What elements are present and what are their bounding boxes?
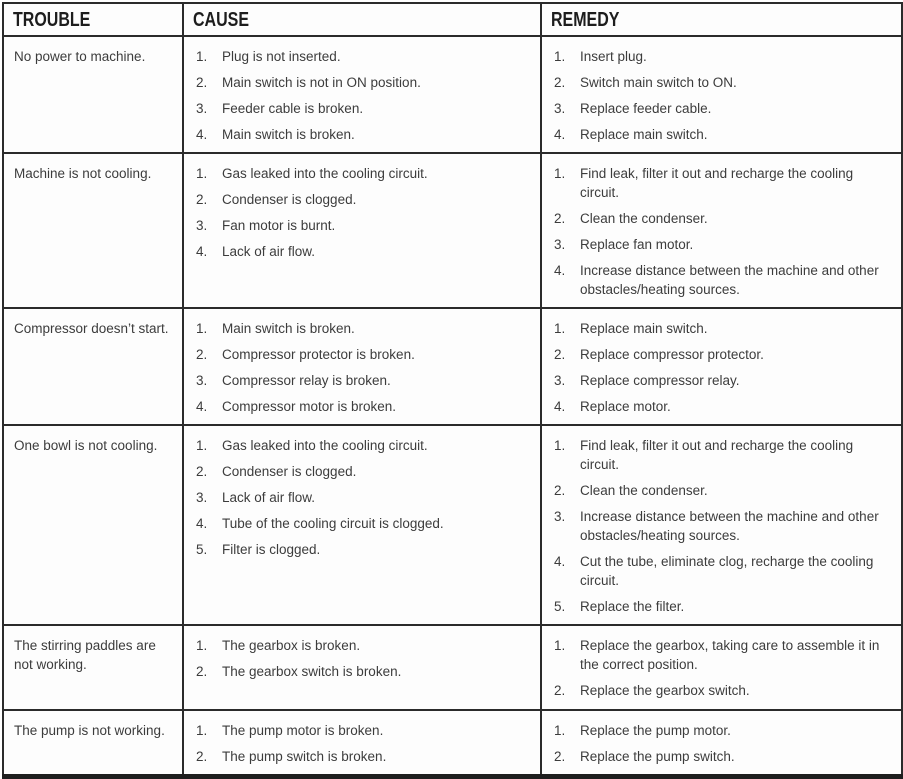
cause-item [196,319,532,338]
item-number: 4. [554,263,566,278]
item-number: 2. [196,347,208,362]
item-text: The gearbox is broken. [222,638,361,653]
item-text: Switch main switch to ON. [580,75,737,90]
item-number: 3. [196,218,208,233]
item-text: Replace the gearbox switch. [580,683,750,698]
item-number: 1. [196,49,208,64]
remedy-item [554,47,893,66]
item-number: 2. [196,75,208,90]
cause-item [196,242,532,261]
cause-item [196,636,532,655]
item-text: Compressor protector is broken. [222,347,415,362]
cause-list [196,636,532,681]
remedy-item [554,125,893,144]
remedy-list [554,436,893,616]
table-row [3,153,902,308]
remedy-list [554,164,893,299]
troubleshooting-table [2,2,903,779]
item-text: Feeder cable is broken. [222,101,364,116]
header-trouble-label: TROUBLE [13,9,91,31]
remedy-item [554,481,893,500]
remedy-list [554,721,893,766]
remedy-cell [541,153,902,308]
item-number: 4. [196,127,208,142]
item-number: 3. [554,237,566,252]
cause-item [196,345,532,364]
table-row [3,308,902,425]
item-number: 2. [554,683,566,698]
cause-cell [183,425,541,625]
item-number: 1. [554,49,566,64]
remedy-cell [541,710,902,777]
item-number: 1. [554,638,566,653]
item-text: Lack of air flow. [222,244,316,259]
item-text: Compressor motor is broken. [222,399,397,414]
cause-cell [183,153,541,308]
item-number: 3. [554,373,566,388]
cause-list [196,436,532,559]
item-text: Replace feeder cable. [580,101,712,116]
remedy-item [554,319,893,338]
table-row [3,36,902,153]
remedy-cell [541,625,902,710]
remedy-item [554,597,893,616]
item-number: 1. [554,321,566,336]
item-number: 5. [554,599,566,614]
remedy-list [554,636,893,700]
item-number: 1. [554,166,566,181]
cause-item [196,216,532,235]
header-trouble [3,3,183,36]
remedy-item [554,235,893,254]
cause-item [196,190,532,209]
item-number: 2. [554,347,566,362]
item-text: Replace compressor relay. [580,373,740,388]
trouble-cell: No power to machine. [3,36,183,153]
item-text: Main switch is not in ON position. [222,75,421,90]
item-text: Find leak, filter it out and recharge the cooling circuit. [580,166,854,200]
remedy-item [554,681,893,700]
trouble-cell: One bowl is not cooling. [3,425,183,625]
item-number: 1. [554,723,566,738]
item-number: 2. [196,464,208,479]
cause-list [196,721,532,766]
item-number: 4. [554,554,566,569]
remedy-item [554,99,893,118]
item-number: 1. [196,723,208,738]
table-row [3,625,902,710]
cause-cell [183,625,541,710]
cause-item [196,662,532,681]
item-text: Increase distance between the machine and other obstacles/heating sources. [580,263,879,297]
item-number: 3. [196,101,208,116]
item-text: Clean the condenser. [580,483,708,498]
item-number: 3. [196,373,208,388]
remedy-item [554,747,893,766]
trouble-cell: Compressor doesn’t start. [3,308,183,425]
cause-cell [183,36,541,153]
item-text: Replace main switch. [580,321,708,336]
item-number: 4. [196,399,208,414]
cause-item [196,540,532,559]
header-cause [183,3,541,36]
item-number: 1. [196,438,208,453]
item-text: Cut the tube, eliminate clog, recharge the cooling circuit. [580,554,874,588]
table-row [3,425,902,625]
item-text: Replace main switch. [580,127,708,142]
cause-item [196,99,532,118]
remedy-item [554,552,893,590]
item-text: Replace compressor protector. [580,347,764,362]
item-text: Clean the condenser. [580,211,708,226]
item-text: Replace the filter. [580,599,685,614]
item-number: 2. [554,749,566,764]
item-number: 2. [554,211,566,226]
item-number: 4. [554,399,566,414]
remedy-cell [541,308,902,425]
header-remedy-label: REMEDY [551,9,620,31]
item-text: Replace the gearbox, taking care to assemble it in the correct position. [580,638,880,672]
remedy-item [554,345,893,364]
item-number: 1. [554,438,566,453]
remedy-list [554,47,893,144]
item-text: Insert plug. [580,49,647,64]
cause-item [196,73,532,92]
item-text: Fan motor is burnt. [222,218,336,233]
item-number: 3. [196,490,208,505]
cause-cell [183,710,541,777]
header-cause-label: CAUSE [193,9,250,31]
cause-item [196,747,532,766]
remedy-item [554,73,893,92]
remedy-item [554,209,893,228]
item-text: Replace fan motor. [580,237,694,252]
item-number: 2. [554,483,566,498]
remedy-item [554,397,893,416]
item-text: Plug is not inserted. [222,49,341,64]
item-number: 1. [196,638,208,653]
item-text: Gas leaked into the cooling circuit. [222,166,428,181]
item-number: 1. [196,321,208,336]
remedy-item [554,636,893,674]
item-text: Lack of air flow. [222,490,316,505]
item-text: Increase distance between the machine and other obstacles/heating sources. [580,509,879,543]
cause-item [196,514,532,533]
item-text: Main switch is broken. [222,127,355,142]
header-row [3,3,902,36]
item-text: Filter is clogged. [222,542,321,557]
item-text: Tube of the cooling circuit is clogged. [222,516,444,531]
item-text: The gearbox switch is broken. [222,664,402,679]
cause-list [196,319,532,416]
table-header [3,3,902,36]
item-text: Main switch is broken. [222,321,355,336]
header-remedy [541,3,902,36]
trouble-cell: The pump is not working. [3,710,183,777]
remedy-cell [541,425,902,625]
item-number: 2. [196,192,208,207]
cause-list [196,164,532,261]
table-row [3,710,902,777]
trouble-cell: The stirring paddles are not working. [3,625,183,710]
item-text: Find leak, filter it out and recharge the cooling circuit. [580,438,854,472]
remedy-list [554,319,893,416]
item-number: 2. [196,749,208,764]
remedy-item [554,721,893,740]
item-number: 3. [554,101,566,116]
cause-item [196,721,532,740]
cause-item [196,462,532,481]
item-number: 5. [196,542,208,557]
item-number: 1. [196,166,208,181]
remedy-item [554,507,893,545]
cause-cell [183,308,541,425]
item-number: 4. [554,127,566,142]
item-text: The pump motor is broken. [222,723,384,738]
table-body [3,36,902,777]
item-number: 3. [554,509,566,524]
item-number: 2. [554,75,566,90]
item-text: Gas leaked into the cooling circuit. [222,438,428,453]
item-number: 4. [196,516,208,531]
trouble-cell: Machine is not cooling. [3,153,183,308]
item-text: Condenser is clogged. [222,192,357,207]
remedy-item [554,371,893,390]
item-text: Replace the pump motor. [580,723,731,738]
item-number: 4. [196,244,208,259]
cause-item [196,436,532,455]
cause-item [196,164,532,183]
item-text: Replace motor. [580,399,671,414]
remedy-cell [541,36,902,153]
item-text: The pump switch is broken. [222,749,387,764]
remedy-item [554,164,893,202]
cause-item [196,488,532,507]
item-text: Compressor relay is broken. [222,373,391,388]
item-text: Condenser is clogged. [222,464,357,479]
cause-item [196,125,532,144]
remedy-item [554,261,893,299]
cause-item [196,371,532,390]
cause-item [196,47,532,66]
cause-item [196,397,532,416]
item-number: 2. [196,664,208,679]
cause-list [196,47,532,144]
item-text: Replace the pump switch. [580,749,735,764]
remedy-item [554,436,893,474]
